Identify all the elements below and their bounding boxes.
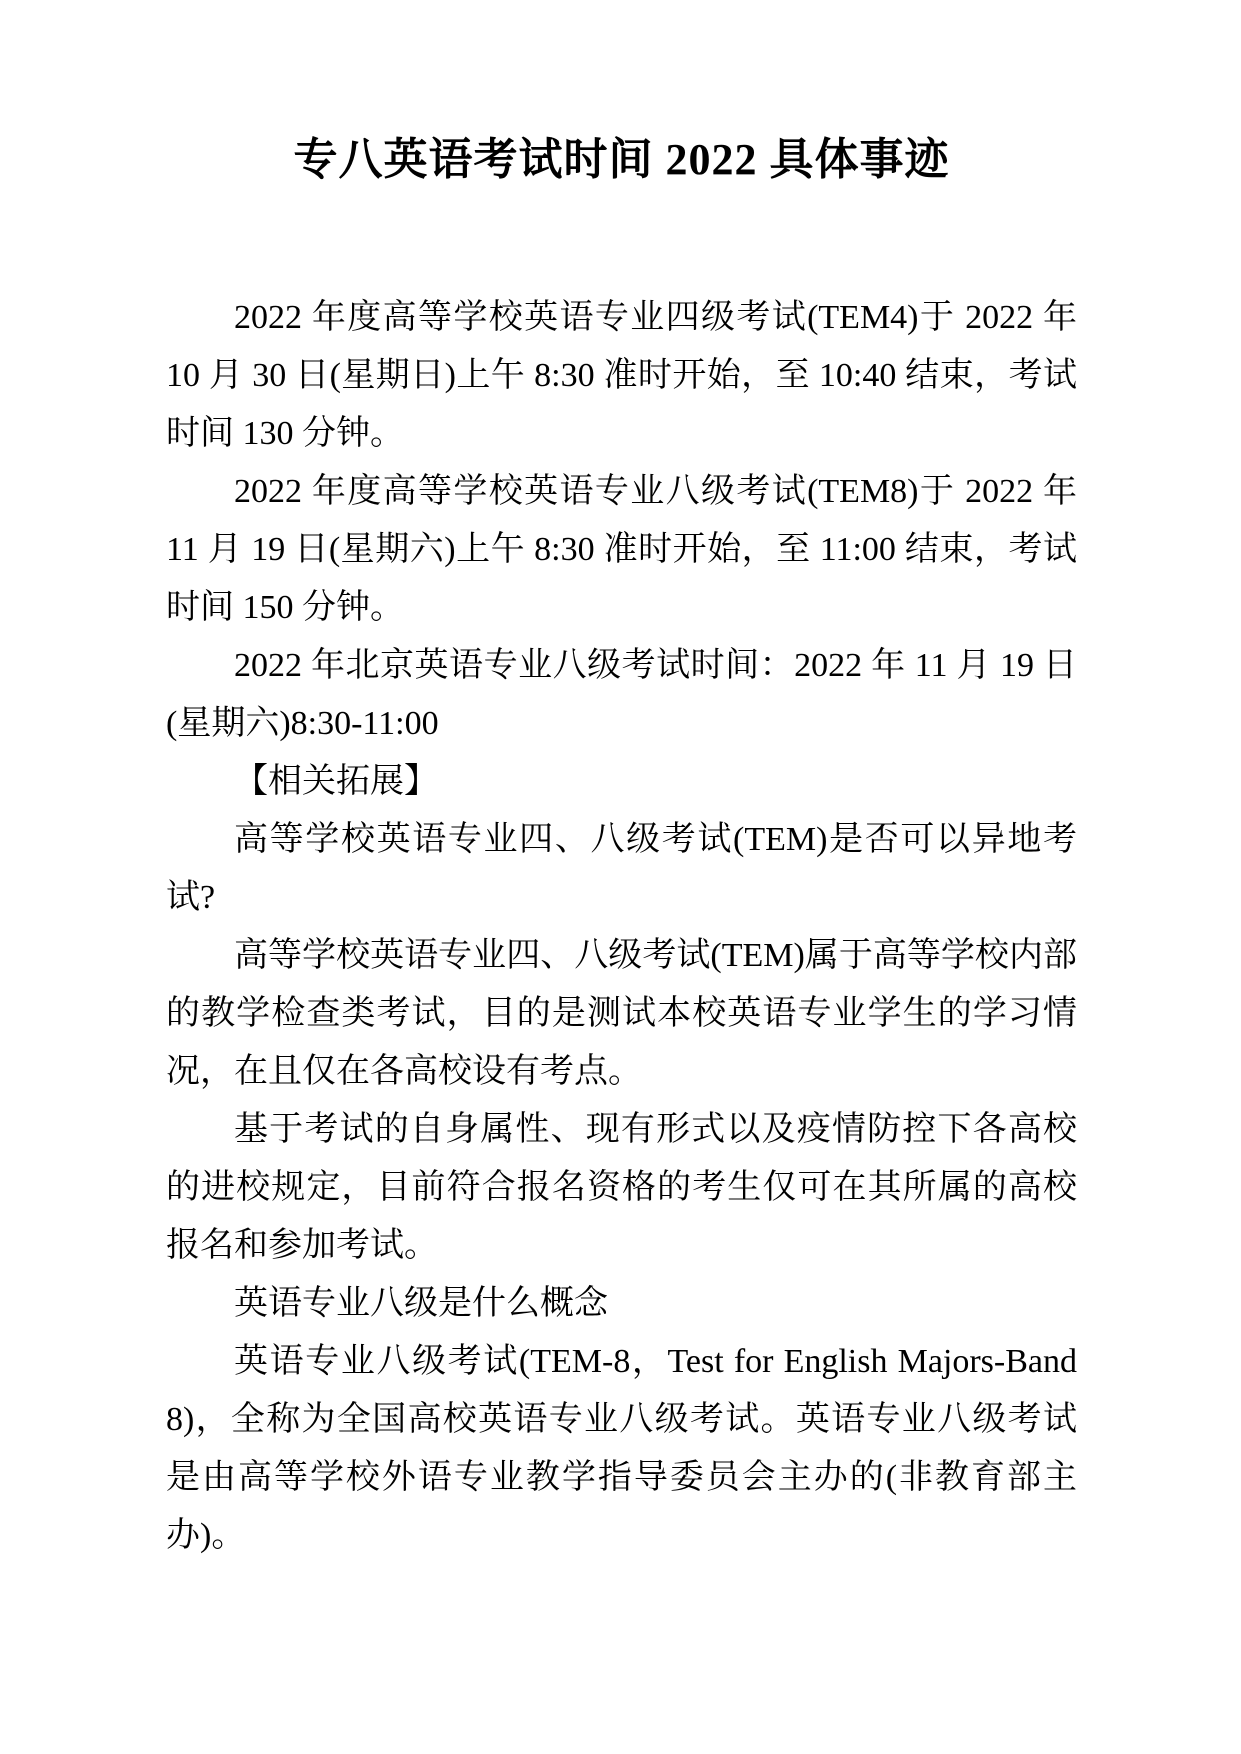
page-title: 专八英语考试时间 2022 具体事迹 bbox=[293, 135, 950, 184]
paragraph-tem8-schedule: 2022 年度高等学校英语专业八级考试(TEM8)于 2022 年 11 月 19 日(星期六)上午 8:30 准时开始，至 11:00 结束，考试时间 150 分钟。 bbox=[166, 473, 1077, 626]
paragraph-offsite-question: 高等学校英语专业四、八级考试(TEM)是否可以异地考试? bbox=[166, 821, 1077, 916]
paragraph-registration-restriction: 基于考试的自身属性、现有形式以及疫情防控下各高校的进校规定，目前符合报名资格的考生仅可在其所属的高校报名和参加考试。 bbox=[166, 1111, 1077, 1264]
paragraph-beijing-tem8-time: 2022 年北京英语专业八级考试时间：2022 年 11 月 19 日(星期六)8:30-11:00 bbox=[166, 647, 1077, 742]
paragraph-related-expansion-heading: 【相关拓展】 bbox=[234, 763, 438, 800]
paragraph-tem4-schedule: 2022 年度高等学校英语专业四级考试(TEM4)于 2022 年 10 月 30 日(星期日)上午 8:30 准时开始，至 10:40 结束，考试时间 130 分钟。 bbox=[166, 299, 1077, 452]
document-body bbox=[166, 289, 1077, 1565]
paragraph-tem8-definition: 英语专业八级考试(TEM-8，Test for English Majors-Band 8)，全称为全国高校英语专业八级考试。英语专业八级考试是由高等学校外语专业教学指导委员会主办的(非教育部主办)。 bbox=[166, 1343, 1077, 1554]
paragraph-tem8-concept-heading: 英语专业八级是什么概念 bbox=[234, 1285, 608, 1322]
paragraph-tem-nature: 高等学校英语专业四、八级考试(TEM)属于高等学校内部的教学检查类考试，目的是测试本校英语专业学生的学习情况，在且仅在各高校设有考点。 bbox=[166, 937, 1077, 1090]
